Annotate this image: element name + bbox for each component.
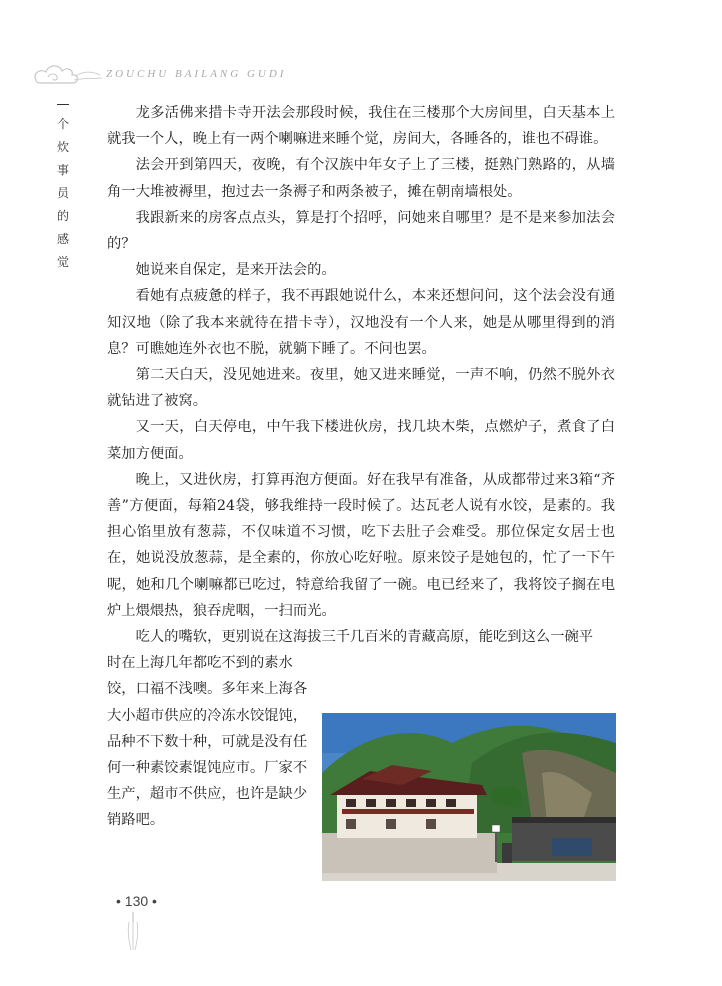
- paragraph-line: 吃人的嘴软，更别说在这海拔三千几百米的青藏高原，能吃到这么一碗平: [135, 629, 594, 646]
- tassel-ornament-icon: [125, 912, 141, 952]
- paragraph: 第二天白天，没见她进来。夜里，她又进来睡觉，一声不响，仍然不脱外衣就钻进了被窝。: [107, 367, 615, 410]
- side-title-char: 觉: [56, 255, 69, 269]
- paragraph: 她说来自保定，是来开法会的。: [135, 262, 336, 279]
- side-chapter-title: [54, 100, 72, 274]
- paragraph-line: 时在上海几年都吃不到的素水: [107, 655, 293, 672]
- side-title-char: 炊: [56, 140, 69, 154]
- paragraph-line: 生产，超市不供应，也许是缺少: [107, 786, 308, 803]
- paragraph: 晚上，又进伙房，打算再泡方便面。好在我早有准备，从成都带过来3箱“齐善”方便面，每箱24袋，够我维持一段时候了。达瓦老人说有水饺，是素的。我担心馅里放有葱蒜，不仅味道不习惯，吃下去肚子会难受。那位保定女居士也在，她说没放葱蒜，是全素的，你放心吃好啦。原来饺子是她包的，忙了一下午呢，她和几个喇嘛都已吃过，特意给我留了一碗。电已经来了，我将饺子搁在电炉上煨煨热，狼吞虎咽，一扫而光。: [107, 471, 615, 619]
- paragraph-line: 销路吧。: [107, 812, 165, 829]
- side-title-char: 事: [56, 163, 69, 177]
- paragraph-line: 大小超市供应的冷冻水饺馄饨，: [107, 707, 308, 724]
- running-header: [30, 58, 330, 92]
- paragraph-line: 品种不下数十种，可就是没有任: [107, 733, 308, 750]
- page-number: • 130 •: [116, 893, 157, 909]
- cloud-swirl-icon: [30, 58, 110, 92]
- side-title-char: 员: [56, 186, 69, 200]
- running-title: ZOUCHU BAILANG GUDI: [106, 68, 287, 80]
- paragraph: 又一天，白天停电，中午我下楼进伙房，找几块木柴，点燃炉子，煮食了白菜加方便面。: [107, 419, 615, 462]
- paragraph-line: 何一种素饺素馄饨应市。厂家不: [107, 760, 308, 777]
- paragraph: 法会开到第四天，夜晚，有个汉族中年女子上了三楼，挺熟门熟路的，从墙角一大堆被褥里，抱过去一条褥子和两条被子，摊在朝南墙根处。: [107, 157, 615, 200]
- side-title-char: 的: [56, 209, 69, 223]
- paragraph: 看她有点疲惫的样子，我不再跟她说什么，本来还想问问，这个法会没有通知汉地（除了我本来就待在措卡寺），汉地没有一个人来，她是从哪里得到的消息？可瞧她连外衣也不脱，就躺下睡了。不问也罢。: [107, 288, 615, 357]
- paragraph-line: 饺，口福不浅噢。多年来上海各: [107, 681, 308, 698]
- paragraph: 龙多活佛来措卡寺开法会那段时候，我住在三楼那个大房间里，白天基本上就我一个人，晚上有一两个喇嘛进来睡个觉，房间大，各睡各的，谁也不碍谁。: [107, 105, 615, 148]
- side-title-char: 个: [56, 117, 69, 131]
- monastery-building-with-mountains-photo: [322, 713, 616, 881]
- paragraph: 我跟新来的房客点点头，算是打个招呼，问她来自哪里？是不是来参加法会的？: [107, 209, 615, 253]
- title-rule: [57, 104, 69, 105]
- side-title-char: 感: [56, 232, 69, 246]
